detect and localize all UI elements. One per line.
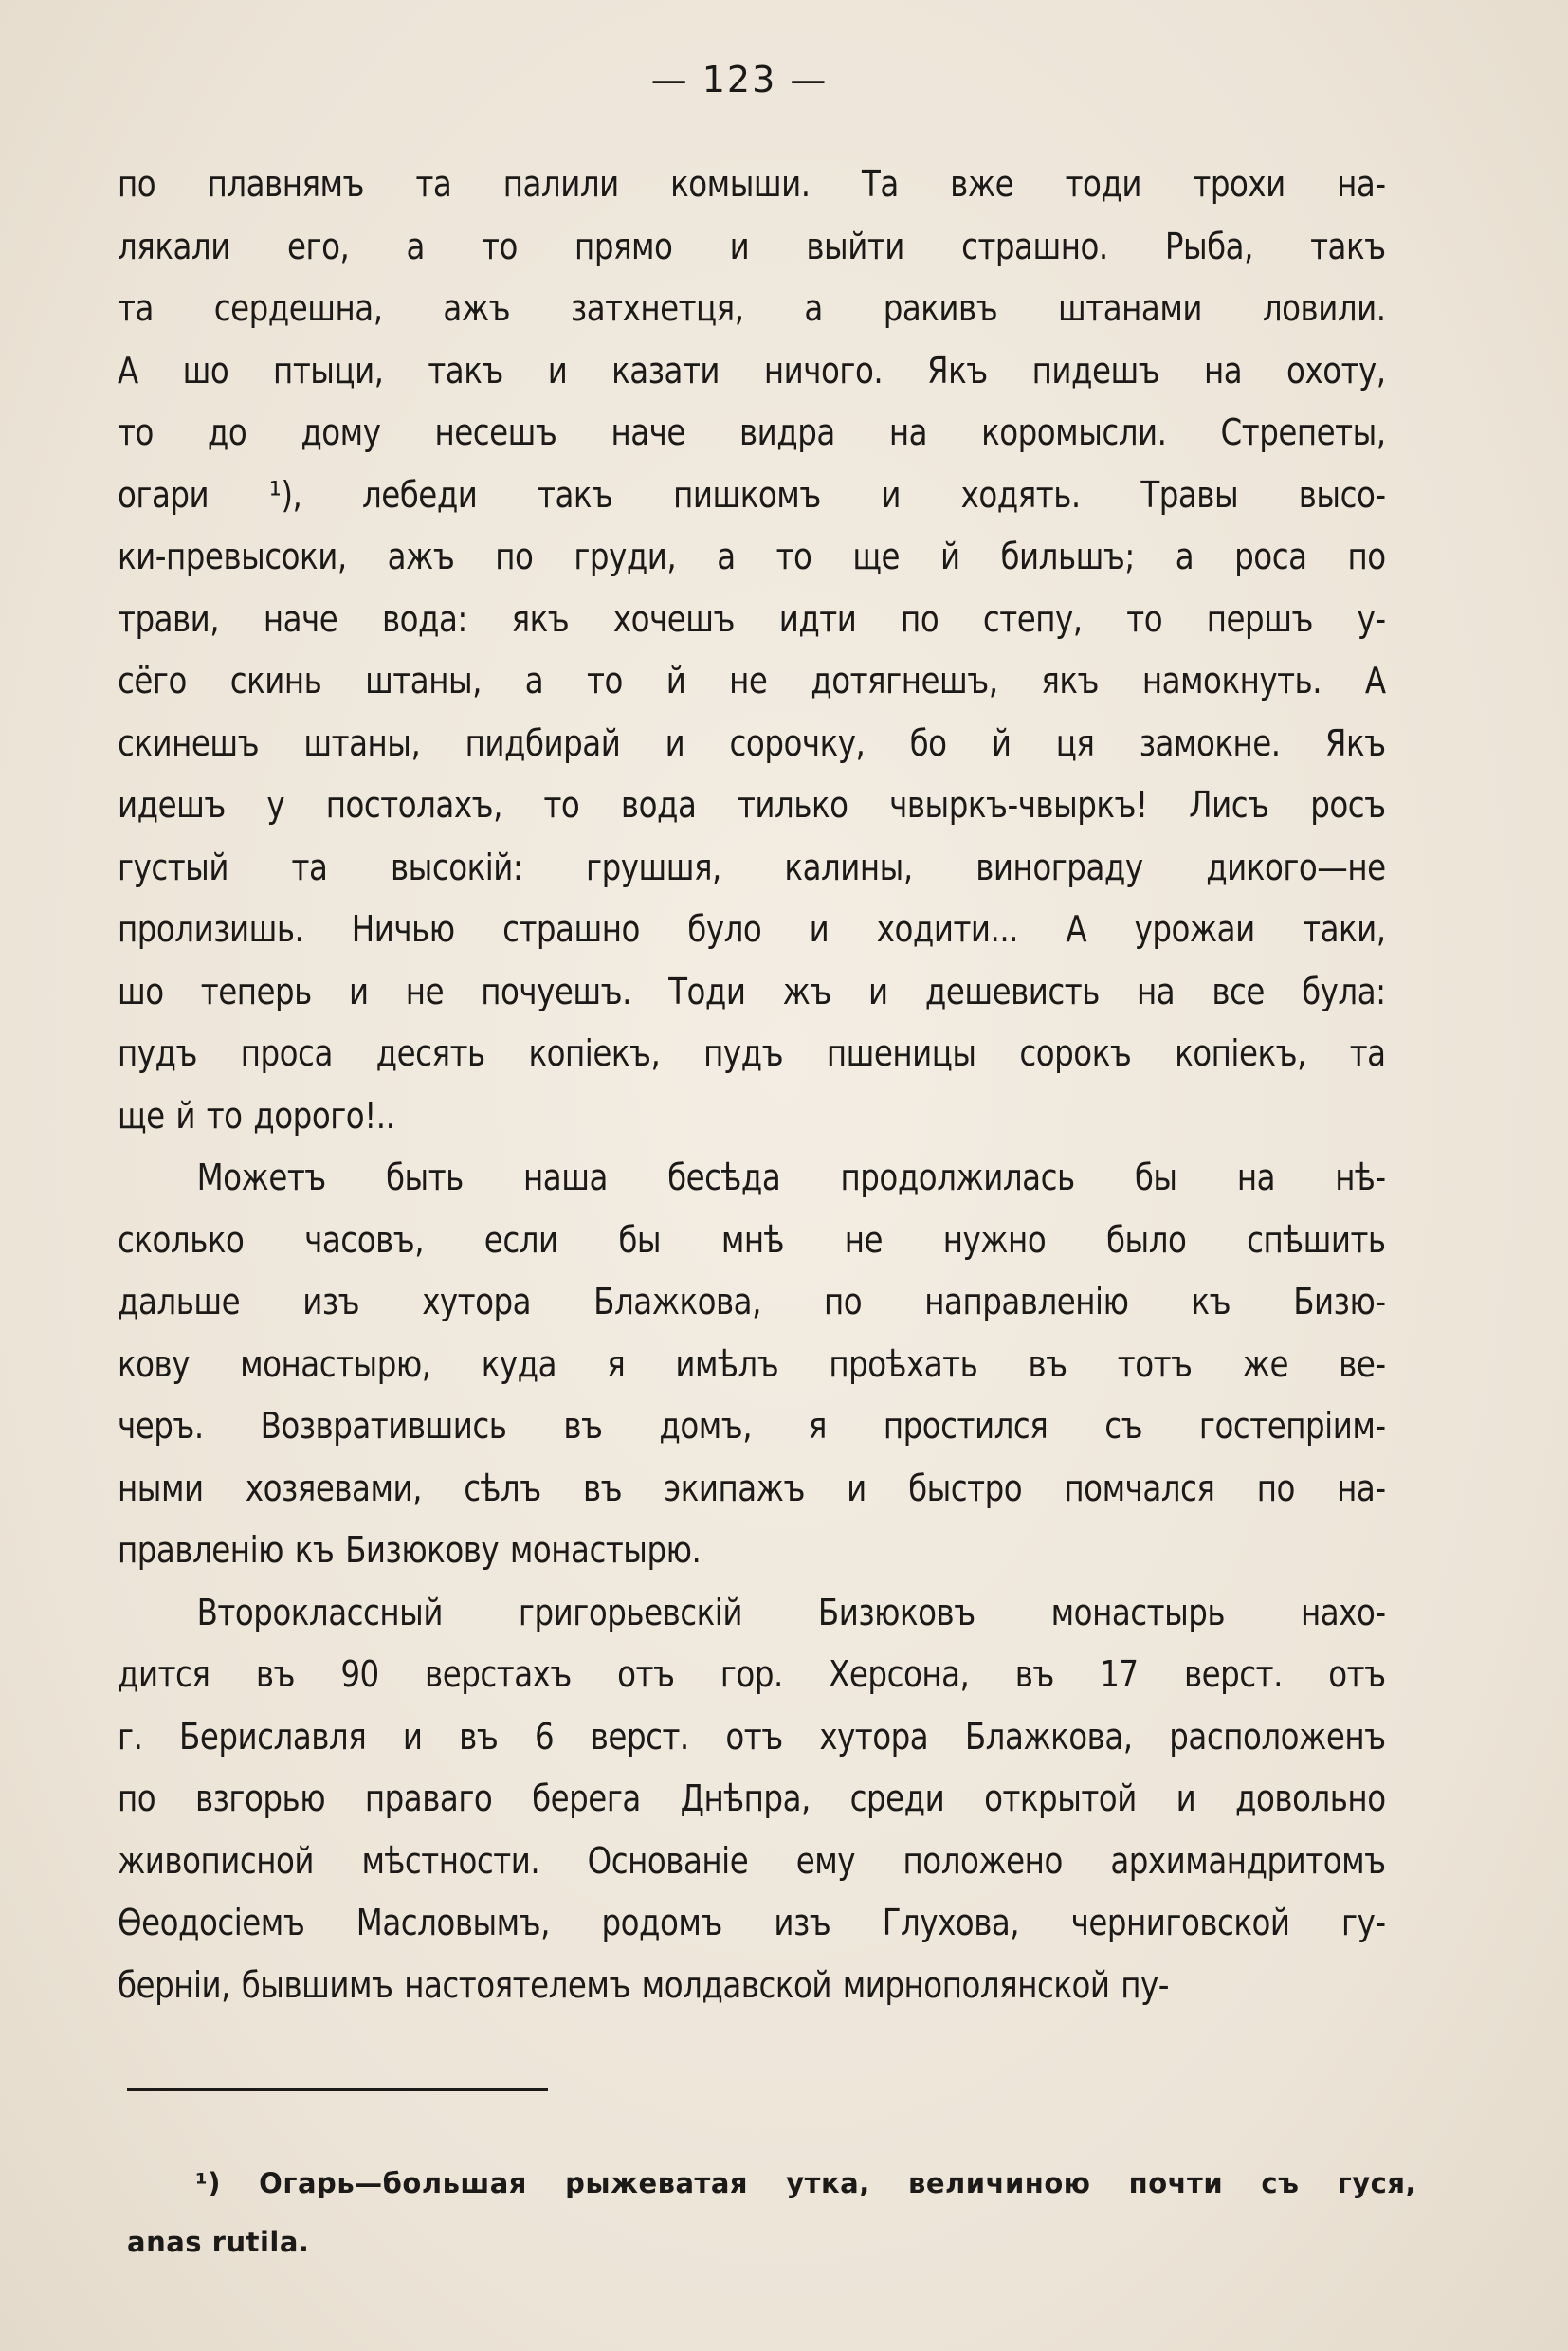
text-line: лякали его, а то прямо и выйти страшно. Рыба, такъ — [118, 225, 1386, 267]
text-line: скинешъ штаны, пидбирай и сорочку, бо й ця замокне. Якъ — [118, 721, 1386, 764]
text-line: по взгорью праваго берега Днѣпра, среди открытой и довольно — [118, 1777, 1386, 1819]
text-line: шо теперь и не почуешъ. Тоди жъ и дешевисть на все була: — [118, 970, 1386, 1012]
footnote — [127, 2154, 1416, 2271]
text-line: Можетъ быть наша бесѣда продолжилась бы на нѣ- — [196, 1157, 1386, 1198]
page-number: — 123 — — [650, 59, 829, 100]
footnote-line: anas rutila. — [127, 2226, 310, 2258]
text-line: дится въ 90 верстахъ отъ гор. Херсона, въ 17 верст. отъ — [118, 1653, 1386, 1695]
text-line: густый та высокій: грушшя, калины, винограду дикого—не — [118, 846, 1386, 888]
text-line: сколько часовъ, если бы мнѣ не нужно было спѣшить — [118, 1218, 1386, 1261]
text-line: берніи, бывшимъ настоятелемъ молдавской мирнополянской пу- — [118, 1963, 1169, 2006]
footnote-line: ¹) Огарь—большая рыжеватая утка, величиною почти съ гуся, — [195, 2167, 1416, 2199]
text-line: трави, наче вода: якъ хочешъ идти по степу, то першъ у- — [118, 597, 1386, 640]
text-line: черъ. Возвратившись въ домъ, я простился съ гостепріим- — [118, 1405, 1386, 1447]
text-line: по плавнямъ та палили комыши. Та вже тоди трохи на- — [118, 163, 1386, 205]
footnote-divider — [127, 2088, 548, 2091]
text-line: г. Бериславля и въ 6 верст. отъ хутора Блажкова, расположенъ — [118, 1715, 1386, 1758]
text-line: то до дому несешъ наче видра на коромысли. Стрепеты, — [118, 411, 1386, 453]
text-line: пудъ проса десять копіекъ, пудъ пшеницы сорокъ копіекъ, та — [118, 1032, 1386, 1074]
text-line: правленію къ Бизюкову монастырю. — [118, 1529, 702, 1571]
body-text — [118, 154, 1386, 2016]
text-line: ще й то дорого!.. — [118, 1094, 395, 1137]
text-line: А шо птыци, такъ и казати ничого. Якъ пидешъ на охоту, — [118, 349, 1386, 392]
text-line: ными хозяевами, сѣлъ въ экипажъ и быстро помчался по на- — [118, 1467, 1386, 1509]
text-line: сёго скинь штаны, а то й не дотягнешъ, якъ намокнуть. А — [118, 660, 1386, 702]
text-line: кову монастырю, куда я имѣлъ проѣхать въ тотъ же ве- — [118, 1342, 1386, 1385]
text-line: живописной мѣстности. Основаніе ему положено архимандритомъ — [118, 1839, 1386, 1882]
text-line: огари ¹), лебеди такъ пишкомъ и ходять. Травы высо- — [118, 473, 1386, 516]
text-line: дальше изъ хутора Блажкова, по направленію къ Бизю- — [118, 1281, 1386, 1322]
text-line: идешъ у постолахъ, то вода тилько чвыркъ-чвыркъ! Лисъ росъ — [118, 784, 1386, 826]
text-line: Второклассный григорьевскій Бизюковъ монастырь нахо- — [196, 1591, 1386, 1633]
text-line: пролизишь. Ничью страшно було и ходити... А урожаи таки, — [118, 908, 1386, 950]
text-line: ки-превысоки, ажъ по груди, а то ще й бильшъ; а роса по — [118, 536, 1386, 577]
text-line: Ѳеодосіемъ Масловымъ, родомъ изъ Глухова, черниговской гу- — [118, 1902, 1386, 1943]
text-line: та сердешна, ажъ затхнетця, а ракивъ штанами ловили. — [118, 287, 1386, 329]
